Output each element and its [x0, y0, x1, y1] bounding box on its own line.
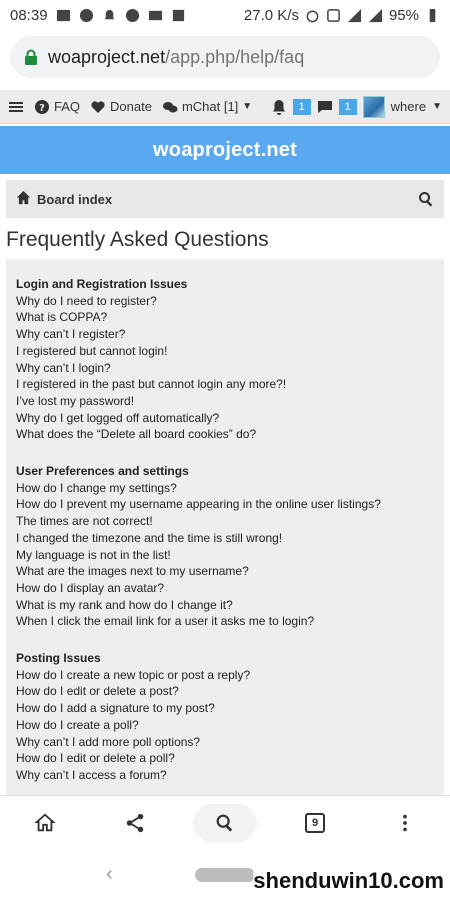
tab-switcher-button[interactable]: [283, 804, 347, 842]
donate-label: Donate: [110, 99, 152, 114]
lock-icon[interactable]: [24, 49, 38, 65]
network-speed: 27.0 K/s: [243, 6, 299, 24]
site-header: [0, 126, 450, 174]
heart-icon: [90, 99, 106, 115]
url-path: /app.php/help/faq: [165, 46, 305, 67]
faq-question-link[interactable]: Why can’t I login?: [16, 360, 111, 375]
nfc-icon: [326, 8, 341, 23]
faq-question-link[interactable]: Why do I need to register?: [16, 293, 157, 308]
faq-section: [16, 463, 434, 630]
home-pill[interactable]: [195, 868, 255, 882]
faq-question-link[interactable]: I registered in the past but cannot login any more?!: [16, 377, 287, 392]
svg-text:?: ?: [39, 102, 45, 114]
faq-section-heading: Posting Issues: [16, 651, 101, 666]
back-chevron-icon[interactable]: ‹: [106, 863, 113, 885]
alarm-icon: [305, 8, 320, 23]
share-button[interactable]: [103, 804, 167, 842]
system-navigation: [0, 849, 450, 900]
faq-link[interactable]: [34, 99, 80, 115]
faq-question-link[interactable]: How do I display an avatar?: [16, 580, 165, 595]
search-icon[interactable]: [418, 191, 434, 207]
faq-section-heading: User Preferences and settings: [16, 464, 189, 479]
donate-link[interactable]: [90, 99, 152, 115]
faq-question-link[interactable]: I registered but cannot login!: [16, 343, 168, 358]
board-index-link[interactable]: Board index: [37, 191, 113, 207]
bell-icon: [102, 8, 117, 23]
faq-question-link[interactable]: The times are not correct!: [16, 514, 153, 529]
more-vertical-icon: [394, 812, 416, 834]
faq-question-link[interactable]: What does the “Delete all board cookies” do?: [16, 427, 257, 442]
search-button[interactable]: [193, 804, 257, 842]
message-badge[interactable]: 1: [339, 99, 357, 115]
message-icon[interactable]: [317, 99, 333, 115]
username[interactable]: where: [390, 99, 427, 114]
browser-toolbar: [0, 795, 450, 849]
faq-question-link[interactable]: I changed the timezone and the time is still wrong!: [16, 530, 283, 545]
faq-question-link[interactable]: My language is not in the list!: [16, 547, 171, 562]
chevron-down-icon: ▼: [242, 101, 253, 112]
navigation-icon: [125, 8, 140, 23]
faq-question-link[interactable]: What is COPPA?: [16, 310, 108, 325]
faq-question-link[interactable]: Why can’t I add more poll options?: [16, 734, 201, 749]
menu-button[interactable]: [8, 99, 24, 115]
question-circle-icon: [34, 99, 50, 115]
avatar[interactable]: [363, 96, 385, 118]
faq-question-link[interactable]: What are the images next to my username?: [16, 564, 249, 579]
forum-navbar: [0, 90, 450, 124]
faq-section-heading: Login and Registration Issues: [16, 277, 188, 291]
faq-question-link[interactable]: How do I edit or delete a poll?: [16, 751, 175, 766]
home-icon[interactable]: [16, 190, 31, 208]
faq-question-link[interactable]: How do I change my settings?: [16, 480, 177, 495]
faq-question-link[interactable]: I’ve lost my password!: [16, 393, 135, 408]
notification-badge[interactable]: 1: [293, 99, 311, 115]
share-icon: [124, 812, 146, 834]
battery-percent: 95%: [388, 6, 419, 24]
taobao-icon: [171, 8, 186, 23]
faq-question-link[interactable]: How do I create a poll?: [16, 717, 139, 732]
faq-question-link[interactable]: How do I create a new topic or post a reply?: [16, 667, 251, 682]
faq-label: FAQ: [54, 99, 81, 114]
tab-count: 9: [305, 813, 325, 833]
breadcrumb: [6, 180, 444, 218]
address-bar[interactable]: [10, 36, 440, 78]
home-button[interactable]: [13, 804, 77, 842]
photo-icon: [148, 8, 163, 23]
home-outline-icon: [34, 812, 56, 834]
page-title: Frequently Asked Questions: [6, 228, 269, 251]
notification-bell-icon[interactable]: [271, 99, 287, 115]
overflow-menu-button[interactable]: [373, 804, 437, 842]
mchat-label: mChat [1]: [181, 99, 239, 114]
url-host: woaproject.net: [48, 46, 166, 67]
faq-question-link[interactable]: Why can’t I register?: [16, 327, 126, 342]
faq-question-link[interactable]: Why do I get logged off automatically?: [16, 410, 220, 425]
status-time: 08:39: [10, 6, 48, 24]
watermark: shenduwin10.com: [253, 868, 444, 893]
user-menu-chevron-icon[interactable]: ▼: [432, 101, 442, 112]
hamburger-icon: [8, 99, 24, 115]
site-title[interactable]: woaproject.net: [153, 138, 297, 161]
faq-section: [16, 650, 434, 784]
wechat-icon: [162, 99, 178, 115]
faq-question-link[interactable]: How do I prevent my username appearing in the online user listings?: [16, 497, 381, 512]
mchat-link[interactable]: [162, 99, 252, 115]
faq-question-link[interactable]: What is my rank and how do I change it?: [16, 597, 233, 612]
faq-panel: [6, 259, 444, 799]
faq-question-link[interactable]: Why can’t I access a forum?: [16, 767, 167, 782]
browser-address-area: [0, 30, 450, 86]
signal-icon: [347, 8, 362, 23]
faq-question-link[interactable]: How do I add a signature to my post?: [16, 701, 215, 716]
faq-question-link[interactable]: When I click the email link for a user it asks me to login?: [16, 614, 315, 629]
news-icon: [56, 8, 71, 23]
faq-section: [16, 276, 434, 443]
faq-question-link[interactable]: How do I edit or delete a post?: [16, 684, 179, 699]
status-bar: [0, 0, 450, 30]
toolbar-search-icon: [214, 812, 236, 834]
signal-4g-icon: [368, 8, 383, 23]
telegram-icon: [79, 8, 94, 23]
battery-icon: [425, 8, 440, 23]
